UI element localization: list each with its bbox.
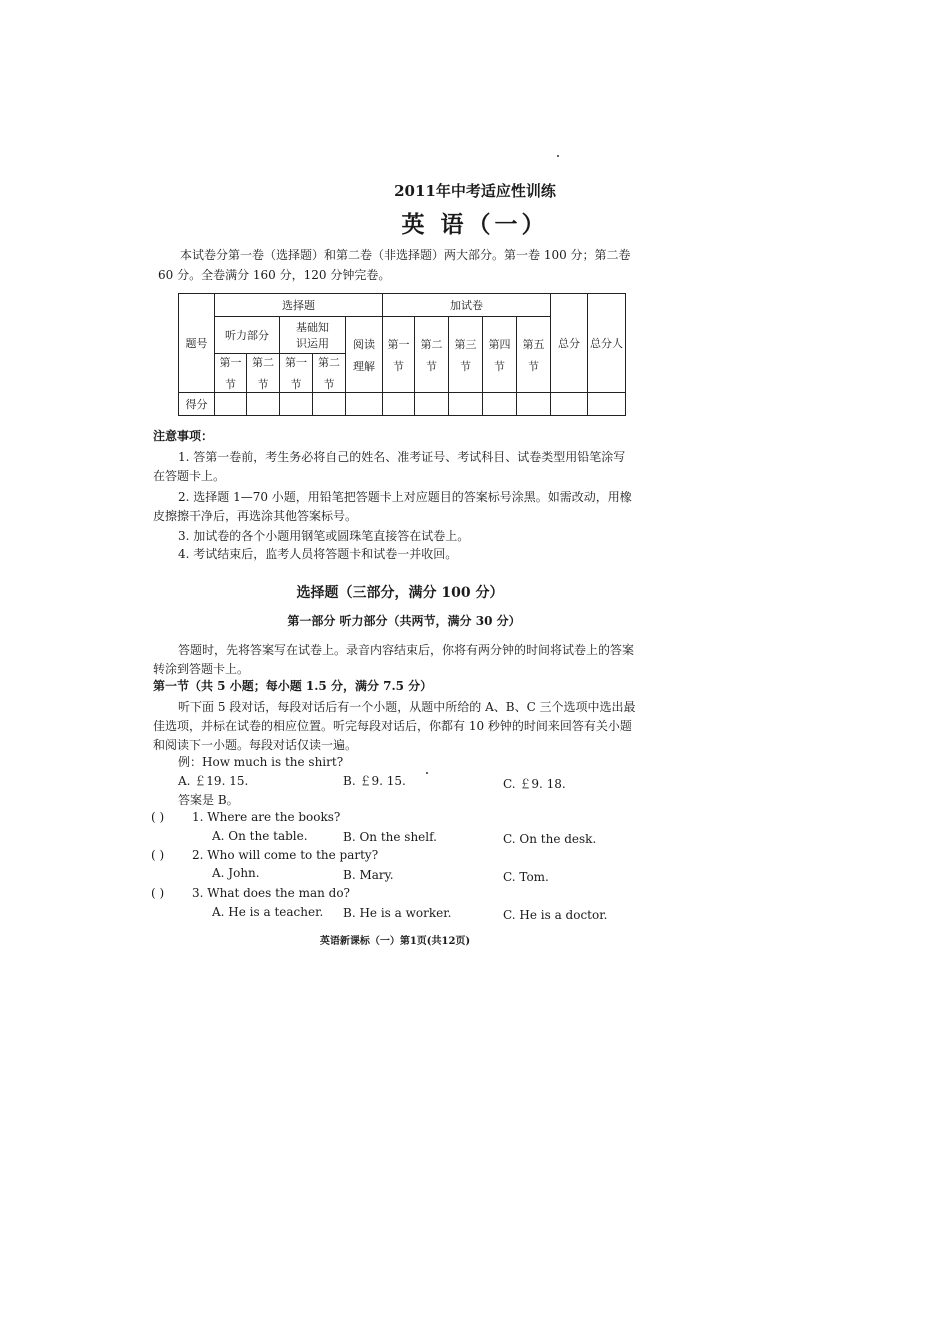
score-blank[interactable] [280,393,313,416]
cell-tihao: 题号 [179,294,215,393]
answer-blank-3[interactable]: ( ) [151,886,165,900]
q2-option-b: B. Mary. [343,868,394,882]
cell-reading-line2: 理解 [353,359,375,373]
note-2b: 皮擦擦干净后，再选涂其他答案标号。 [153,509,358,523]
score-blank[interactable] [346,393,383,416]
instr-line-1: 答题时，先将答案写在试卷上。录音内容结束后，你将有两分钟的时间将试卷上的答案 [178,643,635,657]
cell-total: 总分 [551,294,588,393]
listen-sec1-jie: 节 [225,378,236,391]
listen-sec2-label: 第二 [252,356,274,369]
cell-extra-3 [449,317,483,393]
score-blank[interactable] [313,393,346,416]
score-blank[interactable] [551,393,588,416]
part1-heading: 第一部分 听力部分（共两节，满分 30 分） [287,614,521,628]
cell-extra-5 [517,317,551,393]
extra-4-label: 第四 [488,337,511,351]
question-2: 2. Who will come to the party? [192,848,379,862]
notes-heading: 注意事项： [153,429,214,443]
sec1-desc-2: 佳选项，并标在试卷的相应位置。听完每段对话后，你都有 10 秒钟的时间来回答有关小题 [153,719,632,733]
score-blank[interactable] [483,393,517,416]
score-blank[interactable] [449,393,483,416]
example-option-a: A. ￡19. 15. [178,774,249,788]
score-blank[interactable] [517,393,551,416]
exam-title: 2011年中考适应性训练 [394,182,556,200]
extra-1-jie: 节 [393,359,404,373]
q3-option-b: B. He is a worker. [343,906,452,920]
instr-line-2: 转涂到答题卡上。 [153,662,250,676]
basic-sec2-jie: 节 [323,378,335,391]
score-blank[interactable] [383,393,415,416]
basic-sec1-label: 第一 [285,356,307,369]
q1-option-c: C. On the desk. [503,832,597,846]
cell-basic-line1: 基础知 [296,321,329,334]
cell-reading-line1: 阅读 [353,337,375,351]
section-heading: 选择题（三部分，满分 100 分） [296,585,504,601]
cell-basic [280,317,346,354]
example-question: 例：How much is the shirt? [178,755,344,769]
intro-line-1: 本试卷分第一卷（选择题）和第二卷（非选择题）两大部分。第一卷 100 分；第二卷 [180,248,631,262]
cell-extra-1 [383,317,415,393]
q3-option-c: C. He is a doctor. [503,908,608,922]
cell-extra-2 [415,317,449,393]
example-option-b: B. ￡9. 15. [343,774,406,788]
note-1b: 在答题卡上。 [153,469,226,483]
cell-basic-sec2 [313,354,346,393]
sec1-heading: 第一节（共 5 小题；每小题 1.5 分，满分 7.5 分） [153,679,433,693]
q3-option-a: A. He is a teacher. [212,905,324,919]
note-2a: 2. 选择题 1—70 小题，用铅笔把答题卡上对应题目的答案标号涂黑。如需改动，用橡 [178,490,632,504]
cell-listening: 听力部分 [215,317,280,354]
q2-option-a: A. John. [212,866,260,880]
note-1a: 1. 答第一卷前，考生务必将自己的姓名、准考证号、考试科目、试卷类型用铅笔涂写 [178,450,626,464]
cell-choice-group: 选择题 [215,294,383,317]
intro-line-2: 60 分。全卷满分 160 分，120 分钟完卷。 [158,268,391,282]
cell-extra-group: 加试卷 [383,294,551,317]
basic-sec1-jie: 节 [290,378,302,391]
question-1: 1. Where are the books? [192,810,341,824]
answer-blank-2[interactable]: ( ) [151,848,165,862]
cell-score-label: 得分 [179,393,215,416]
cell-grader: 总分人 [588,294,626,393]
cell-basic-sec1 [280,354,313,393]
score-blank[interactable] [247,393,280,416]
scan-speck [426,772,428,774]
cell-basic-line2: 识运用 [296,337,329,350]
cell-listen-sec2 [247,354,280,393]
q1-option-b: B. On the shelf. [343,830,437,844]
cell-extra-4 [483,317,517,393]
q1-option-a: A. On the table. [212,829,308,843]
extra-1-label: 第一 [387,337,410,351]
note-3: 3. 加试卷的各个小题用钢笔或圆珠笔直接答在试卷上。 [178,529,470,543]
score-blank[interactable] [415,393,449,416]
extra-2-label: 第二 [420,337,443,351]
note-4: 4. 考试结束后，监考人员将答题卡和试卷一并收回。 [178,547,458,561]
extra-5-jie: 节 [528,359,539,373]
extra-2-jie: 节 [426,359,437,373]
extra-5-label: 第五 [522,337,545,351]
score-blank[interactable] [215,393,247,416]
example-answer: 答案是 B。 [178,793,239,807]
scan-speck [557,155,559,157]
score-table [178,293,626,416]
cell-listen-sec1 [215,354,247,393]
question-3: 3. What does the man do? [192,886,350,900]
basic-sec2-label: 第二 [318,356,340,369]
q2-option-c: C. Tom. [503,870,549,884]
cell-reading [346,317,383,393]
extra-4-jie: 节 [494,359,505,373]
example-option-c: C. ￡9. 18. [503,777,566,791]
sec1-desc-3: 和阅读下一小题。每段对话仅读一遍。 [153,738,358,752]
extra-3-jie: 节 [460,359,471,373]
page-footer: 英语新课标（一）第1页(共12页) [319,936,471,947]
score-blank[interactable] [588,393,626,416]
answer-blank-1[interactable]: ( ) [151,810,165,824]
extra-3-label: 第三 [454,337,477,351]
sec1-desc-1: 听下面 5 段对话，每段对话后有一个小题，从题中所给的 A、B、C 三个选项中选出最 [178,700,636,714]
exam-subject: 英 语（一） [401,211,549,238]
listen-sec1-label: 第一 [219,356,242,369]
listen-sec2-jie: 节 [257,378,269,391]
